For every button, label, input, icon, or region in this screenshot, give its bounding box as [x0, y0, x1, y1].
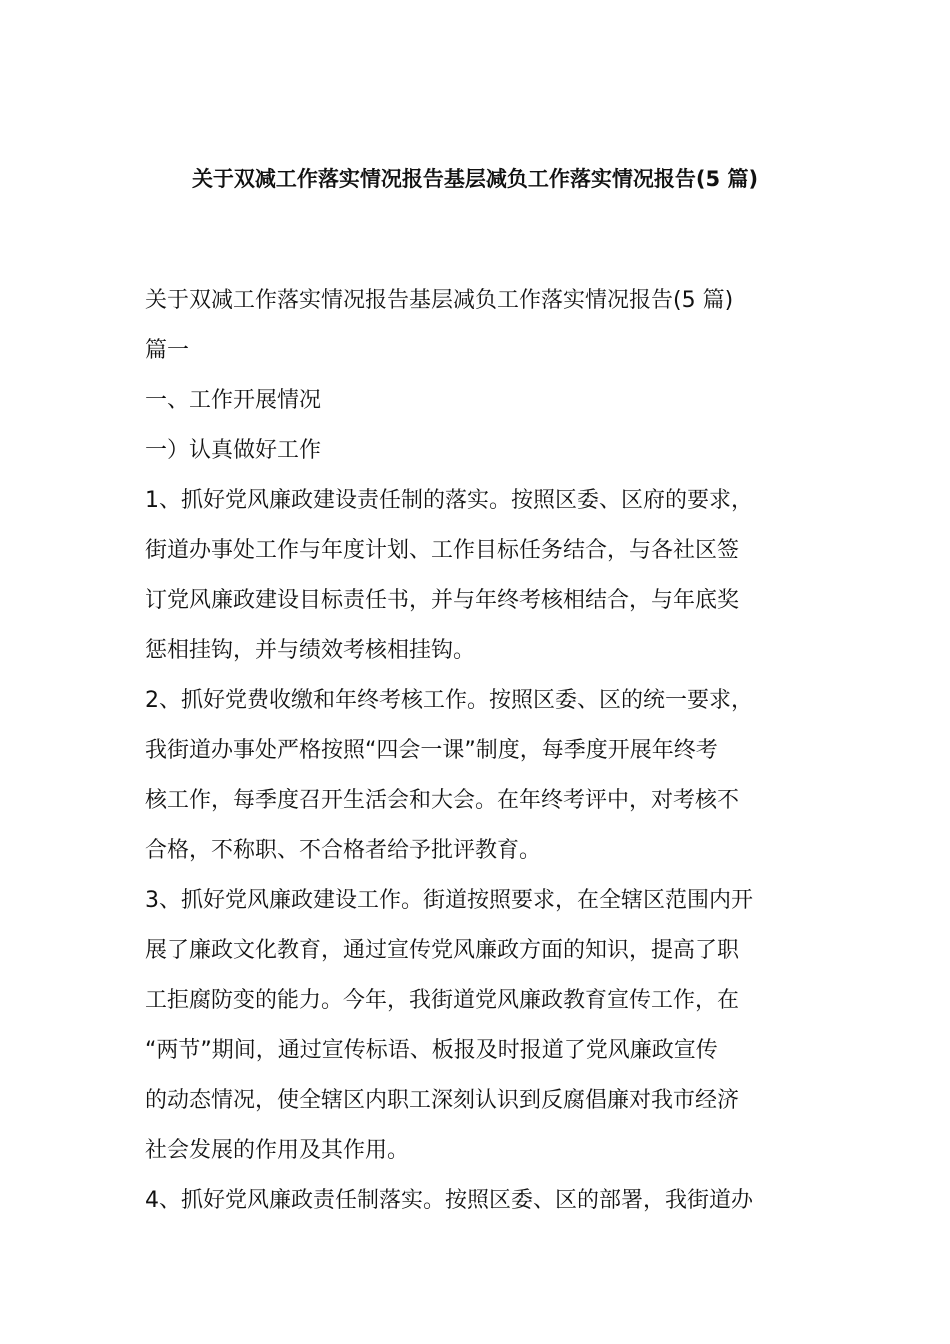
body-line: 4、抓好党风廉政责任制落实。按照区委、区的部署，我街道办 — [145, 1188, 753, 1213]
body-line: 1、抓好党风廉政建设责任制的落实。按照区委、区府的要求， — [145, 488, 753, 513]
body-line: 工拒腐防变的能力。今年，我街道党风廉政教育宣传工作，在 — [145, 988, 740, 1013]
body-line: 我街道办事处严格按照“四会一课”制度，每季度开展年终考 — [145, 738, 718, 763]
body-line: 3、抓好党风廉政建设工作。街道按照要求，在全辖区范围内开 — [145, 888, 753, 913]
body-line: 街道办事处工作与年度计划、工作目标任务结合，与各社区签 — [145, 538, 740, 563]
body-line: 2、抓好党费收缴和年终考核工作。按照区委、区的统一要求， — [145, 688, 753, 713]
body-line: 的动态情况，使全辖区内职工深刻认识到反腐倡廉对我市经济 — [145, 1088, 740, 1113]
body-line: 篇一 — [145, 338, 190, 363]
body-line: 核工作，每季度召开生活会和大会。在年终考评中，对考核不 — [145, 788, 740, 813]
document-title: 关于双减工作落实情况报告基层减负工作落实情况报告(5 篇) — [191, 167, 759, 191]
body-line: 社会发展的作用及其作用。 — [145, 1138, 410, 1163]
body-line: 关于双减工作落实情况报告基层减负工作落实情况报告(5 篇) — [145, 288, 734, 313]
body-line: 惩相挂钩，并与绩效考核相挂钩。 — [145, 638, 476, 663]
body-line: 一）认真做好工作 — [145, 438, 322, 463]
body-line: “两节”期间，通过宣传标语、板报及时报道了党风廉政宣传 — [145, 1038, 718, 1063]
body-line: 合格，不称职、不合格者给予批评教育。 — [145, 838, 542, 863]
body-line: 展了廉政文化教育，通过宣传党风廉政方面的知识，提高了职 — [145, 938, 740, 963]
body-line: 一、工作开展情况 — [145, 388, 322, 413]
body-line: 订党风廉政建设目标责任书，并与年终考核相结合，与年底奖 — [145, 588, 740, 613]
document-body — [145, 276, 810, 1226]
